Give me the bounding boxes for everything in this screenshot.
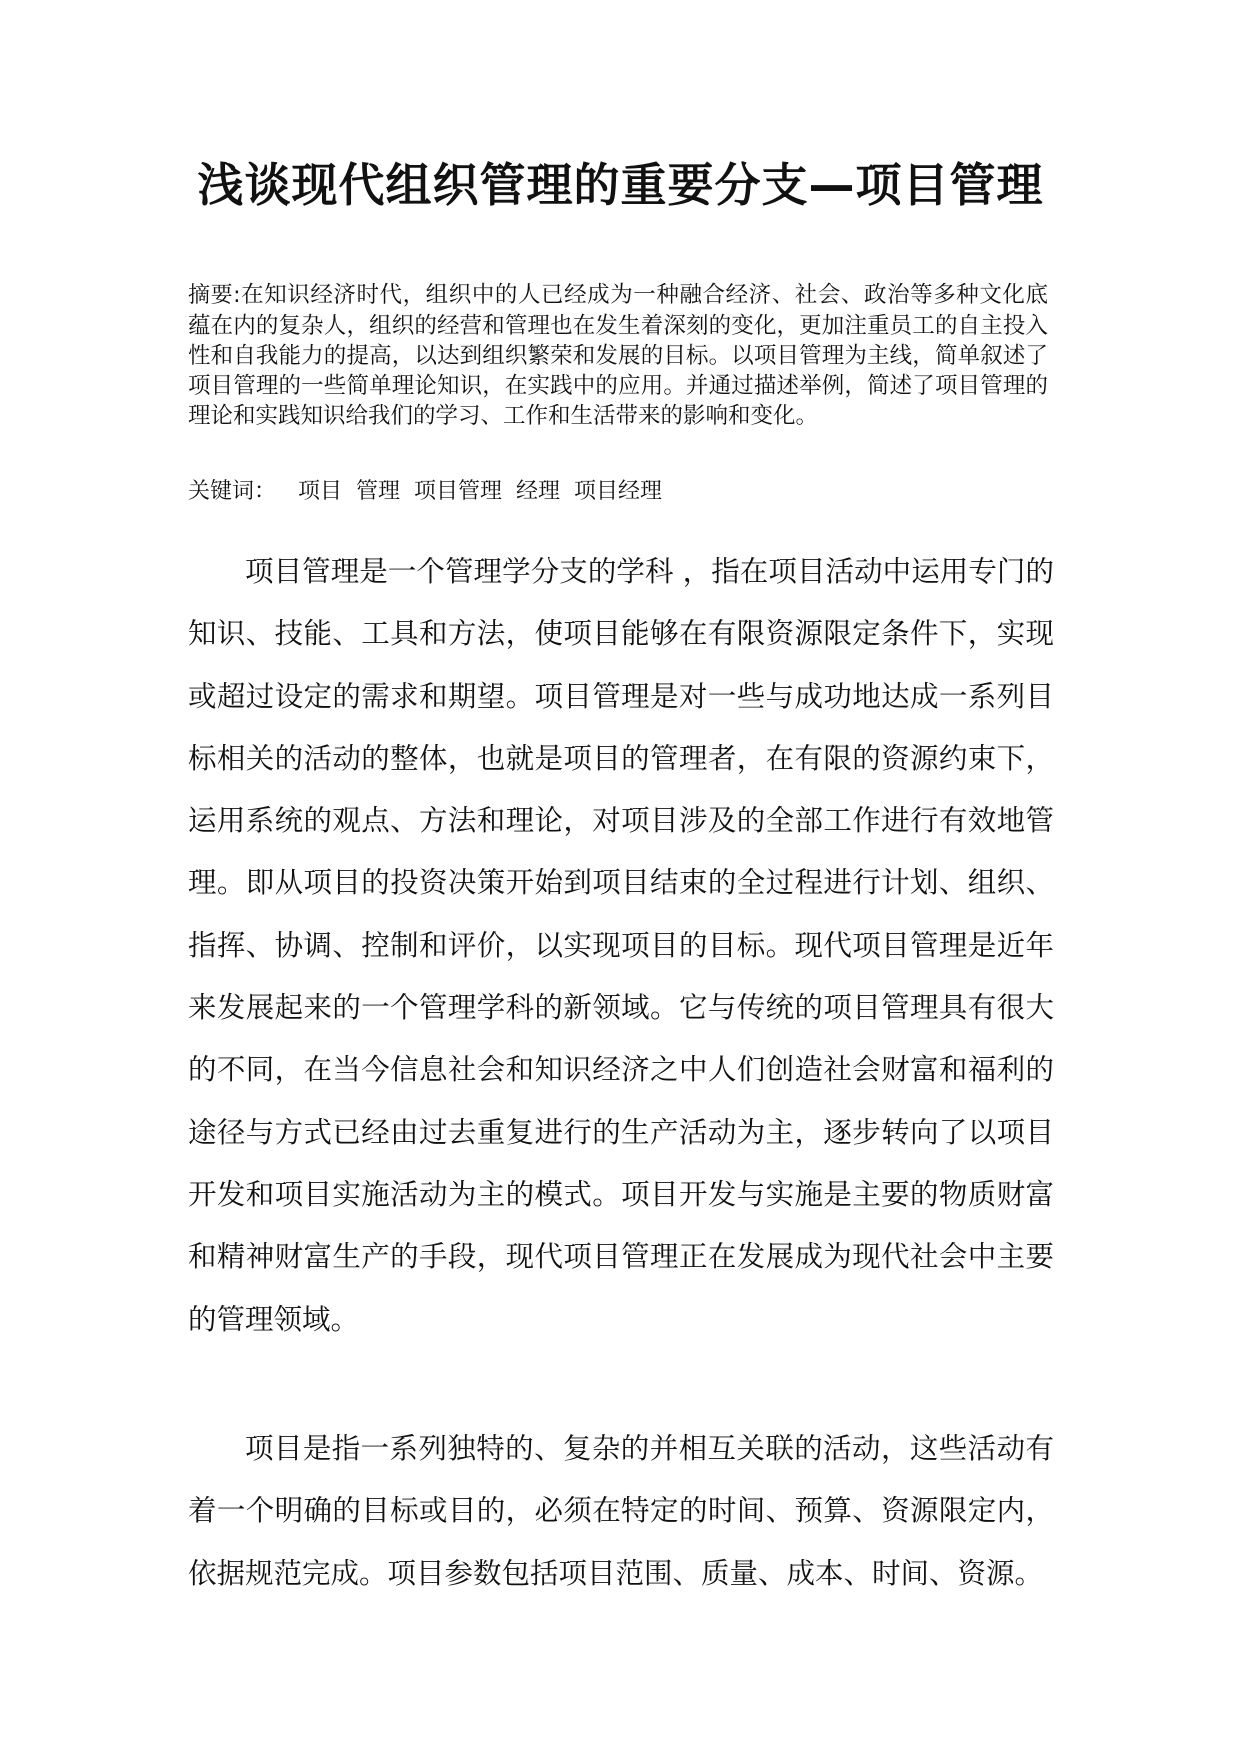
document-title: 浅谈现代组织管理的重要分支—项目管理 bbox=[197, 158, 1044, 212]
keywords bbox=[188, 477, 1048, 507]
abstract bbox=[188, 280, 1048, 431]
body-paragraph-1: 项目管理是一个管理学分支的学科 ，指在项目活动中运用专门的知识、技能、工具和方法，使项目能够在有限资源限定条件下，实现或超过设定的需求和期望。项目管理是对一些与成功地达成一系列目标相关的活动的整体，也就是项目的管理者，在有限的资源约束下，运用系统的观点、方法和理论，对项目涉及的全部工作进行有效地管理。即从项目的投资决策开始到项目结束的全过程进行计划、组织、指挥、协调、控制和评价，以实现项目的目标。现代项目管理是近年来发展起来的一个管理学科的新领域。它与传统的项目管理具有很大的不同，在当今信息社会和知识经济之中人们创造社会财富和福利的途径与方式已经由过去重复进行的生产活动为主，逐步转向了以项目开发和项目实施活动为主的模式。项目开发与实施是主要的物质财富和精神财富生产的手段，现代项目管理正在发展成为现代社会中主要的管理领域。 bbox=[188, 555, 1054, 1336]
abstract-text: 在知识经济时代，组织中的人已经成为一种融合经济、社会、政治等多种文化底蕴在内的复杂人，组织的经营和管理也在发生着深刻的变化，更加注重员工的自主投入性和自我能力的提高，以达到组织繁荣和发展的目标。以项目管理为主线，简单叙述了项目管理的一些简单理论知识，在实践中的应用。并通过描述举例，简述了项目管理的理论和实践知识给我们的学习、工作和生活带来的影响和变化。 bbox=[188, 282, 1048, 429]
keywords-list: 项目 管理 项目管理 经理 项目经理 bbox=[298, 479, 662, 504]
keywords-label: 关键词： bbox=[188, 479, 277, 504]
abstract-label: 摘要: bbox=[188, 283, 241, 308]
body-paragraph-2: 项目是指一系列独特的、复杂的并相互关联的活动，这些活动有着一个明确的目标或目的，必须在特定的时间、预算、资源限定内，依据规范完成。项目参数包括项目范围、质量、成本、时间、资源。 bbox=[188, 1432, 1054, 1590]
